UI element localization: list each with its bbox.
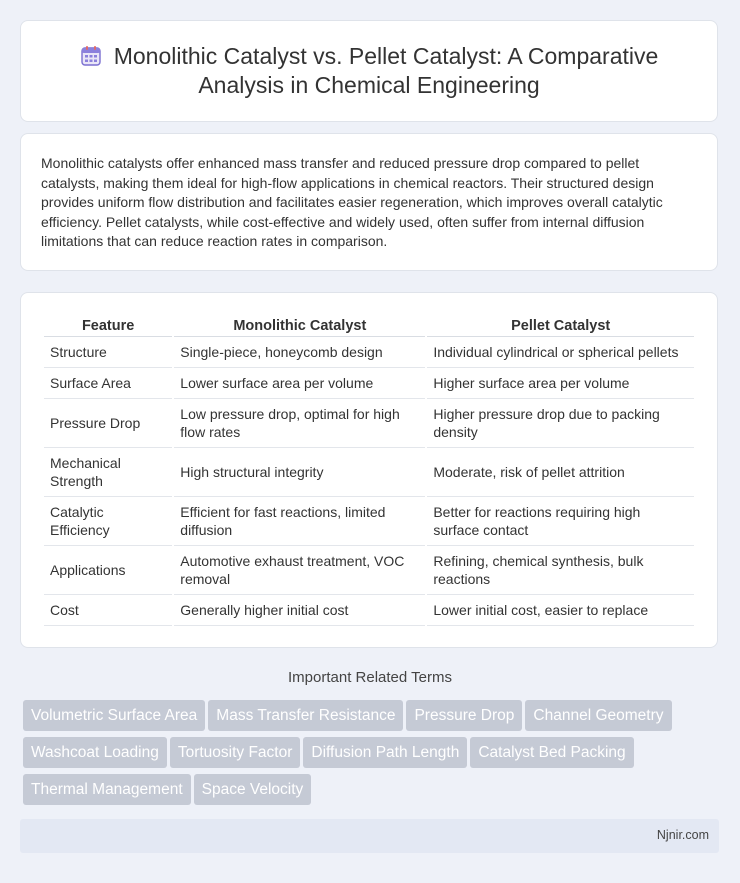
related-term-tag[interactable]: Pressure Drop	[406, 700, 522, 731]
pellet-cell: Moderate, risk of pellet attrition	[427, 448, 694, 497]
pellet-cell: Higher surface area per volume	[427, 368, 694, 399]
table-row	[44, 337, 694, 368]
pellet-cell: Better for reactions requiring high surface contact	[427, 497, 694, 546]
related-terms-heading: Important Related Terms	[288, 669, 452, 686]
table-header-row	[44, 315, 694, 337]
comparison-card	[20, 292, 718, 648]
feature-cell: Structure	[44, 337, 172, 368]
intro-card	[20, 133, 718, 271]
related-terms-list	[23, 700, 723, 811]
pellet-cell: Individual cylindrical or spherical pellets	[427, 337, 694, 368]
title-card	[20, 20, 718, 122]
column-header-feature: Feature	[44, 315, 172, 337]
related-term-tag[interactable]: Tortuosity Factor	[170, 737, 301, 768]
feature-cell: Cost	[44, 595, 172, 626]
related-term-tag[interactable]: Washcoat Loading	[23, 737, 167, 768]
page-title-text: Monolithic Catalyst vs. Pellet Catalyst: A Comparative Analysis in Chemical Engineering	[113, 43, 659, 98]
monolithic-cell: Lower surface area per volume	[174, 368, 425, 399]
related-term-tag[interactable]: Channel Geometry	[525, 700, 671, 731]
column-header-monolithic: Monolithic Catalyst	[174, 315, 425, 337]
feature-cell: Applications	[44, 546, 172, 595]
feature-cell: Pressure Drop	[44, 399, 172, 448]
monolithic-cell: Single-piece, honeycomb design	[174, 337, 425, 368]
footer-bar	[20, 819, 719, 853]
table-row	[44, 497, 694, 546]
table-row	[44, 546, 694, 595]
related-term-tag[interactable]: Catalyst Bed Packing	[470, 737, 633, 768]
footer-brand[interactable]: Njnir.com	[656, 828, 709, 842]
related-term-tag[interactable]: Volumetric Surface Area	[23, 700, 205, 731]
monolithic-cell: Automotive exhaust treatment, VOC removal	[174, 546, 425, 595]
pellet-cell: Refining, chemical synthesis, bulk reactions	[427, 546, 694, 595]
feature-cell: Catalytic Efficiency	[44, 497, 172, 546]
table-row	[44, 448, 694, 497]
comparison-table	[42, 315, 696, 626]
monolithic-cell: Generally higher initial cost	[174, 595, 425, 626]
feature-cell: Mechanical Strength	[44, 448, 172, 497]
related-term-tag[interactable]: Thermal Management	[23, 774, 191, 805]
intro-paragraph: Monolithic catalysts offer enhanced mass transfer and reduced pressure drop compared to pellet catalysts, making them ideal for high-flow applications in chemical reactors. Their structured design provides uniform flow distribution and facilitates easier regeneration, which improves overall catalytic efficiency. Pellet catalysts, while cost-effective and widely used, often suffer from internal diffusion limitations that can reduce reaction rates in comparison.	[41, 155, 663, 249]
calendar-icon	[80, 45, 102, 67]
page-title	[49, 42, 689, 100]
related-term-tag[interactable]: Mass Transfer Resistance	[208, 700, 403, 731]
related-term-tag[interactable]: Space Velocity	[194, 774, 312, 805]
monolithic-cell: Low pressure drop, optimal for high flow rates	[174, 399, 425, 448]
table-row	[44, 399, 694, 448]
pellet-cell: Lower initial cost, easier to replace	[427, 595, 694, 626]
pellet-cell: Higher pressure drop due to packing density	[427, 399, 694, 448]
column-header-pellet: Pellet Catalyst	[427, 315, 694, 337]
table-row	[44, 595, 694, 626]
monolithic-cell: High structural integrity	[174, 448, 425, 497]
monolithic-cell: Efficient for fast reactions, limited diffusion	[174, 497, 425, 546]
feature-cell: Surface Area	[44, 368, 172, 399]
table-row	[44, 368, 694, 399]
related-term-tag[interactable]: Diffusion Path Length	[303, 737, 467, 768]
